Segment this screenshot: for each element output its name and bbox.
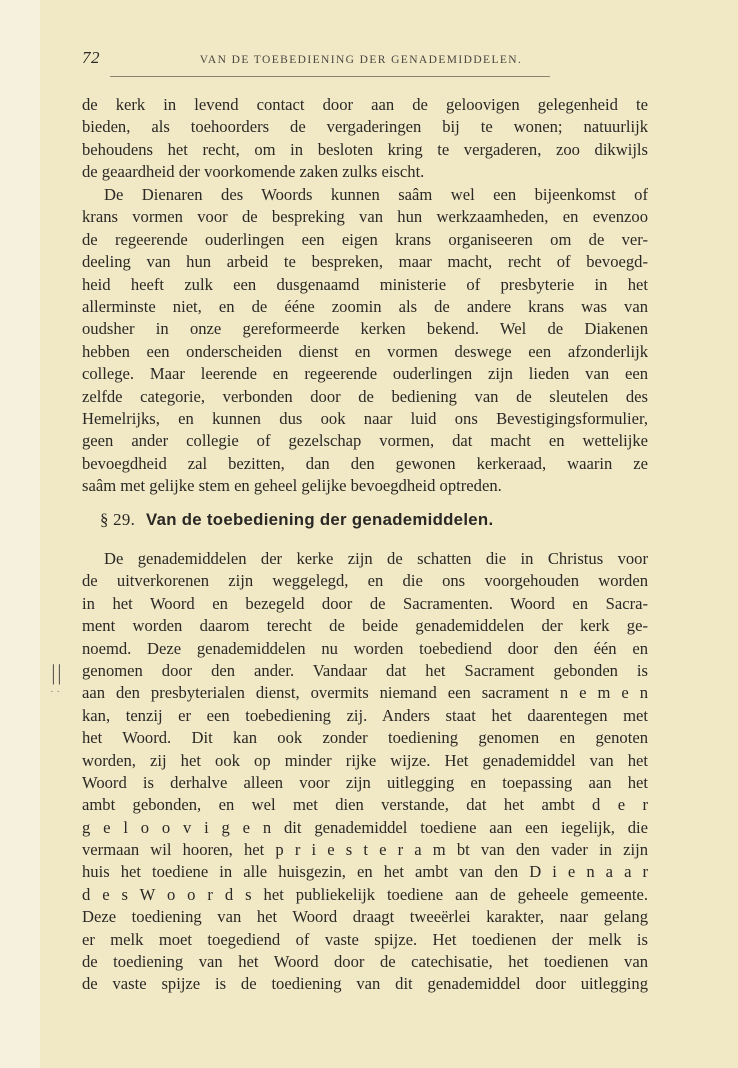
- margin-pencil-mark: ||: [50, 660, 63, 685]
- page-margin-band: [0, 0, 40, 1068]
- text-line: ment worden daarom terecht de beide genademiddelen der kerk ge-: [82, 616, 648, 636]
- text-line: de uitverkorenen zijn weggelegd, en die ons voorgehouden worden: [82, 571, 648, 591]
- section-symbol: § 29.: [100, 510, 136, 529]
- text-line: d e s W o o r d s het publiekelijk toediene aan de geheele gemeente.: [82, 884, 648, 904]
- section-heading: [100, 510, 640, 530]
- text-line: bieden, als toehoorders de vergaderingen bij te wonen; natuurlijk: [82, 117, 648, 137]
- text-line: geen ander collegie of gezelschap vormen, dat macht en wettelijke: [82, 431, 648, 451]
- text-line: college. Maar leerende en regeerende ouderlingen zijn lieden van een: [82, 364, 648, 384]
- text-line: aan den presbyterialen dienst, overmits niemand een sacrament n e m e n: [82, 683, 648, 703]
- text-line: de toediening van het Woord door de catechisatie, het toedienen van: [82, 952, 648, 972]
- text-line: De Dienaren des Woords kunnen saâm wel een bijeenkomst of: [104, 185, 648, 204]
- text-line: genomen door den ander. Vandaar dat het Sacrament gebonden is: [82, 660, 648, 680]
- text-line: vermaan wil hooren, het p r i e s t e r a m bt van den vader in zijn: [82, 840, 648, 860]
- text-line: de regeerende ouderlingen een eigen krans organiseeren om de ver-: [82, 229, 648, 249]
- text-line: hebben een onderscheiden dienst en vormen deswege een afzonderlijk: [82, 341, 648, 361]
- text-line: De genademiddelen der kerke zijn de schatten die in Christus voor: [104, 549, 648, 568]
- text-line: bevoegdheid zal bezitten, dan den gewonen kerkeraad, waarin ze: [82, 453, 648, 473]
- text-line: behoudens het recht, om in besloten kring te vergaderen, zoo dikwijls: [82, 139, 648, 159]
- text-line: kan, tenzij er een toebediening zij. Anders staat het daarentegen met: [82, 705, 648, 725]
- paragraph-3: [82, 548, 648, 996]
- text-line: zelfde categorie, verbonden door de bediening van de sleutelen des: [82, 386, 648, 406]
- text-line: Deze toediening van het Woord draagt tweeërlei karakter, naar gelang: [82, 907, 648, 927]
- text-line: heid heeft zulk een dusgenaamd ministerie of presbyterie in het: [82, 274, 648, 294]
- text-line: saâm met gelijke stem en geheel gelijke bevoegdheid optreden.: [82, 476, 502, 496]
- text-line: huis het toediene in alle huisgezin, en het ambt van den D i e n a a r: [82, 862, 648, 882]
- text-line: Hemelrijks, en kunnen dus ook naar luid ons Bevestigingsformulier,: [82, 408, 648, 428]
- text-line: de kerk in levend contact door aan de geloovigen gelegenheid te: [82, 95, 648, 114]
- section-title: Van de toebediening der genademiddelen.: [146, 510, 494, 529]
- text-line: de vaste spijze is de toediening van dit genademiddel door uitlegging: [82, 974, 648, 994]
- text-line: allerminste niet, en de ééne zoomin als de andere krans was van: [82, 296, 648, 316]
- text-line: oudsher in onze gereformeerde kerken bekend. Wel de Diakenen: [82, 319, 648, 339]
- page-number: 72: [82, 48, 100, 67]
- text-line: er melk moet toegediend of vaste spijze. Het toedienen der melk is: [82, 929, 648, 949]
- text-line: deeling van hun arbeid te bespreken, maar macht, recht of bevoegd-: [82, 252, 648, 272]
- text-line: krans vormen voor de bespreking van hun werkzaamheden, en evenzoo: [82, 207, 648, 227]
- text-line: het Woord. Dit kan ook zonder toediening genomen en genoten: [82, 728, 648, 748]
- text-line: in het Woord en bezegeld door de Sacramenten. Woord en Sacra-: [82, 593, 648, 613]
- margin-dots: · ·: [50, 686, 61, 698]
- text-line: ambt gebonden, en wel met dien verstande, dat het ambt d e r: [82, 795, 648, 815]
- text-line: g e l o o v i g e n dit genademiddel toediene aan een iegelijk, die: [82, 817, 648, 837]
- text-line: worden, zij het ook op minder rijke wijze. Het genademiddel van het: [82, 750, 648, 770]
- header-rule: [110, 76, 550, 77]
- paragraph-2: [82, 184, 648, 497]
- text-line: Woord is derhalve alleen voor zijn uitlegging en toepassing aan het: [82, 772, 648, 792]
- paragraph-1: [82, 94, 648, 184]
- text-line: de geaardheid der voorkomende zaken zulks eischt.: [82, 162, 425, 182]
- running-title: VAN DE TOEBEDIENING DER GENADEMIDDELEN.: [199, 54, 523, 66]
- text-line: noemd. Deze genademiddelen nu worden toebediend door den één en: [82, 638, 648, 658]
- page-header: [82, 48, 646, 68]
